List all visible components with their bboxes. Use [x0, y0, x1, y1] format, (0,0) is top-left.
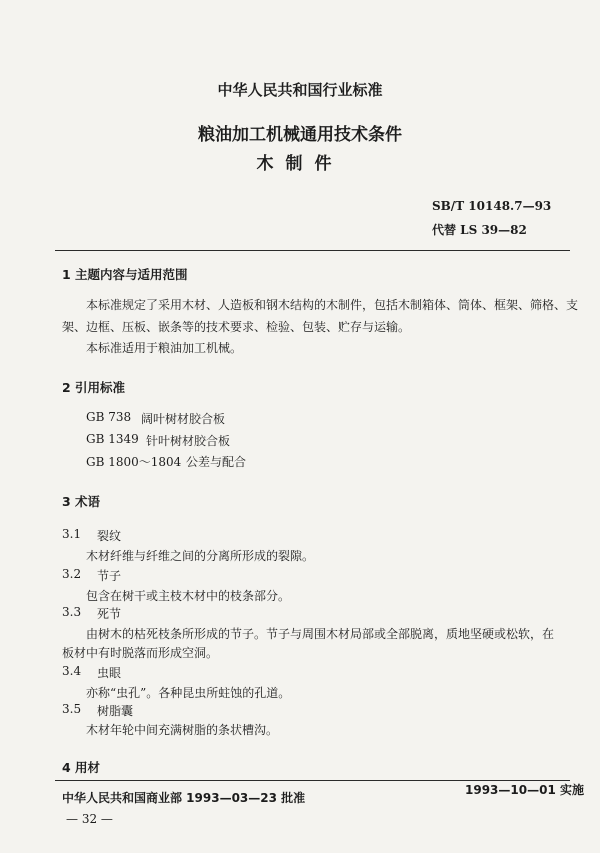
header-divider	[55, 250, 570, 251]
document-title: 粮油加工机械通用技术条件	[198, 125, 402, 145]
term-number: 3.4	[62, 664, 82, 678]
term-number: 3.2	[62, 567, 82, 581]
section-1-paragraph: 本标准适用于粮油加工机械。	[86, 341, 243, 355]
section-1-paragraph-line: 本标准规定了采用木材、人造板和钢木结构的木制件，包括木制箱体、筒体、框架、筛格、支	[86, 298, 579, 312]
standard-code: SB/T 10148.7—93	[432, 199, 552, 213]
reference-code: GB 1800～1804	[86, 455, 182, 469]
section-2-heading: 2 引用标准	[62, 380, 126, 395]
term-definition: 板材中有时脱落而形成空洞。	[62, 646, 219, 660]
term-name: 死节	[97, 607, 122, 621]
replaces-code: 代替 LS 39—82	[432, 223, 527, 237]
term-name: 虫眼	[97, 666, 122, 680]
term-definition: 木材纤维与纤维之间的分离所形成的裂隙。	[86, 549, 315, 563]
document-subtitle: 木制件	[256, 154, 344, 174]
term-definition: 亦称“虫孔”。各种昆虫所蛀蚀的孔道。	[86, 686, 291, 700]
term-definition: 木材年轮中间充满树脂的条状槽沟。	[86, 723, 279, 737]
term-number: 3.1	[62, 527, 82, 541]
term-definition: 包含在树干或主枝木材中的枝条部分。	[86, 589, 291, 603]
term-name: 裂纹	[97, 529, 122, 543]
reference-title: 针叶树材胶合板	[146, 434, 231, 448]
term-name: 树脂囊	[97, 704, 134, 718]
section-1-paragraph-line: 架、边框、压板、嵌条等的技术要求、检验、包装、贮存与运输。	[62, 320, 411, 334]
term-definition: 由树木的枯死枝条所形成的节子。节子与周围木材局部或全部脱离，质地坚硬或松软，在	[86, 627, 555, 641]
approval-line: 中华人民共和国商业部 1993—03—23 批准	[62, 791, 306, 805]
reference-title: 公差与配合	[186, 455, 247, 469]
term-number: 3.3	[62, 605, 82, 619]
reference-code: GB 1349	[86, 432, 139, 446]
page-number: — 32 —	[66, 812, 113, 826]
section-1-heading: 1 主题内容与适用范围	[62, 267, 188, 282]
standard-category: 中华人民共和国行业标准	[217, 81, 383, 99]
reference-title: 阔叶树材胶合板	[141, 412, 226, 426]
section-4-heading: 4 用材	[62, 760, 101, 775]
section-3-heading: 3 术语	[62, 494, 101, 509]
reference-code: GB 738	[86, 410, 132, 424]
term-number: 3.5	[62, 702, 82, 716]
implementation-date: 1993—10—01 实施	[465, 783, 584, 797]
term-name: 节子	[97, 569, 122, 583]
